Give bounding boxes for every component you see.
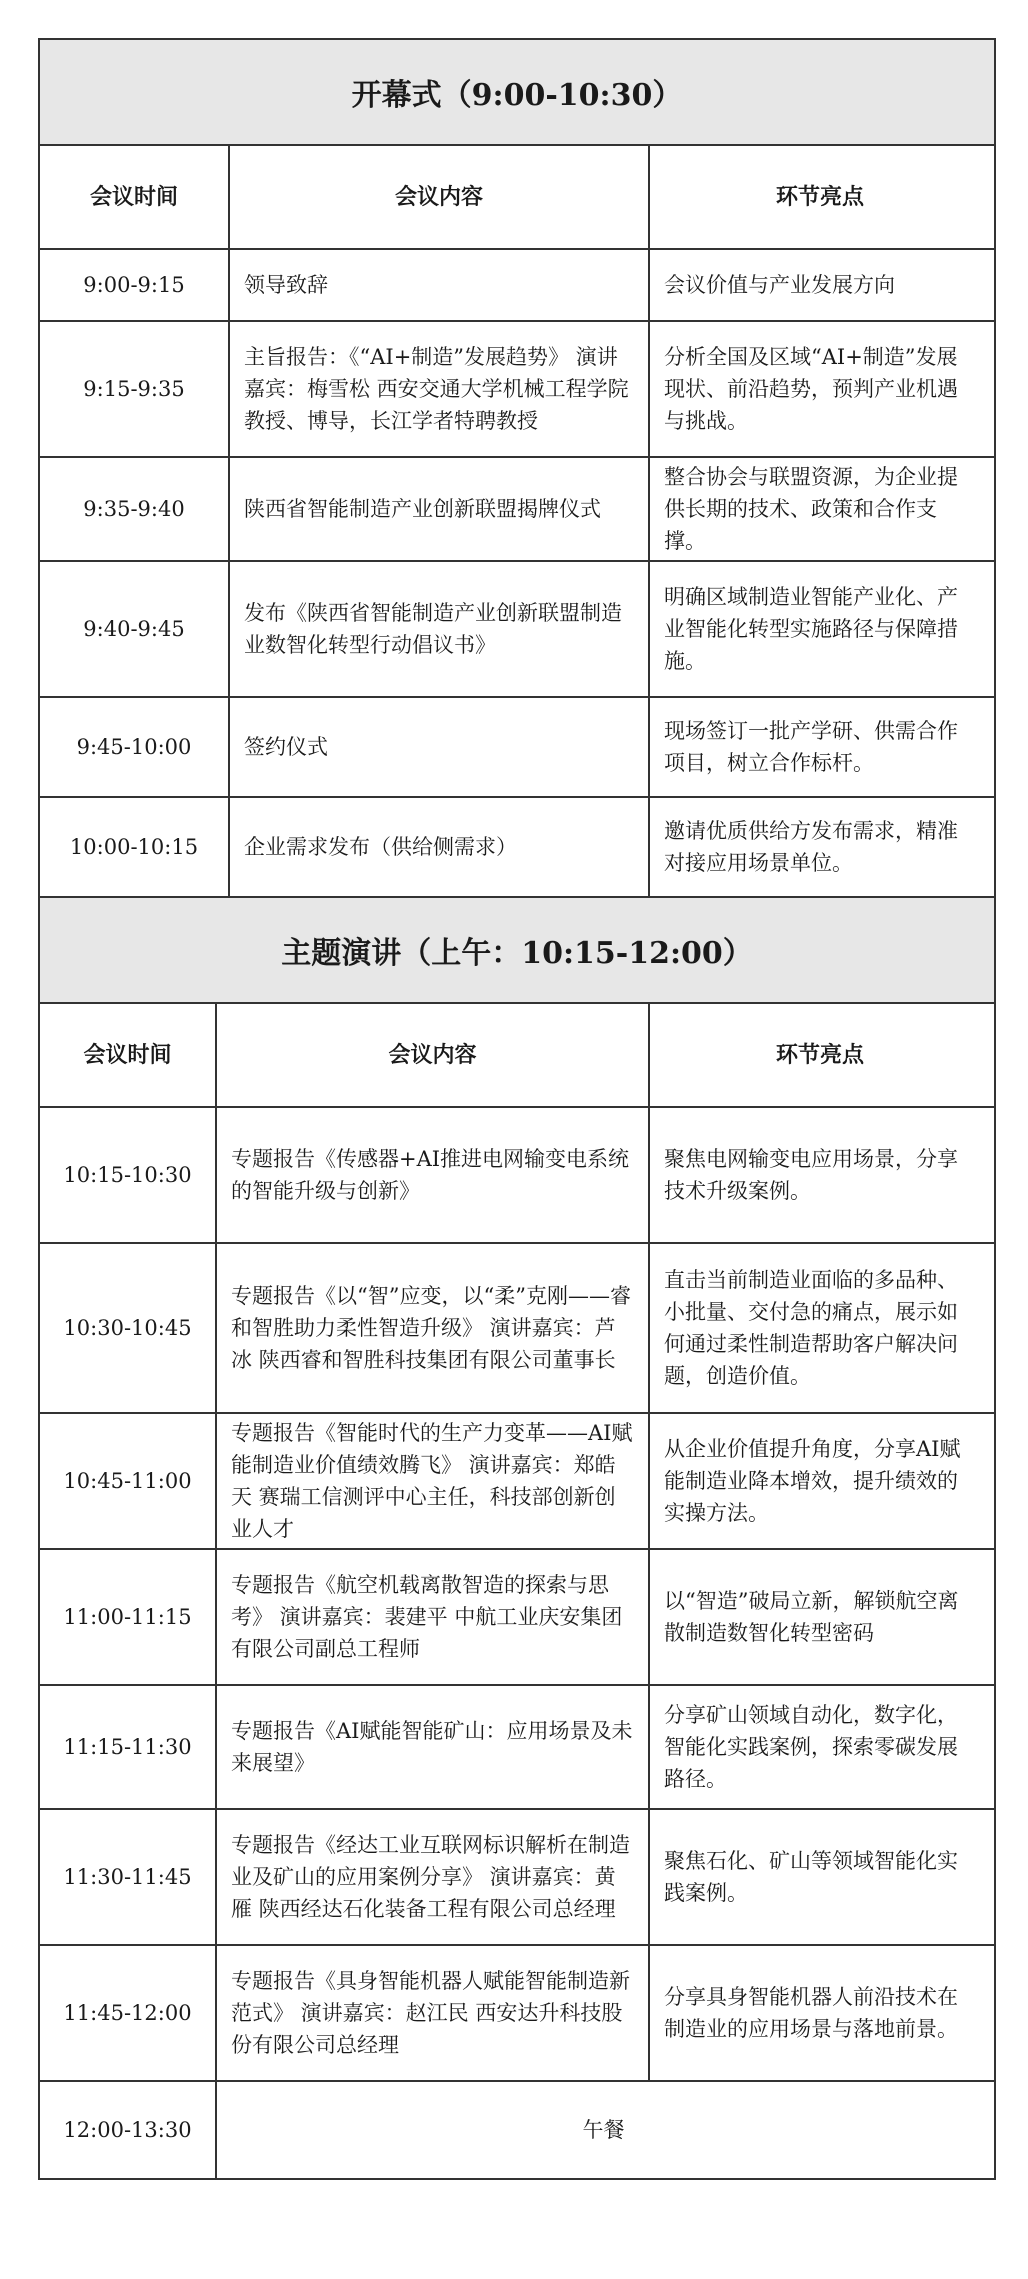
row-content: 专题报告《具身智能机器人赋能智能制造新范式》 演讲嘉宾：赵江民 西安达升科技股份有限公司总经理 — [217, 1946, 650, 2080]
table-row — [40, 798, 994, 898]
row-content: 专题报告《智能时代的生产力变革——AI赋能制造业价值绩效腾飞》 演讲嘉宾：郑皓天 赛瑞工信测评中心主任，科技部创新创业人才 — [217, 1414, 650, 1548]
table-row — [40, 322, 994, 458]
row-highlight: 从企业价值提升角度，分享AI赋能制造业降本增效，提升绩效的实操方法。 — [664, 1437, 961, 1525]
header-time: 会议时间 — [40, 1004, 217, 1106]
table-row — [40, 1244, 994, 1414]
table-row — [40, 562, 994, 698]
row-content: 陕西省智能制造产业创新联盟揭牌仪式 — [230, 458, 650, 560]
row-content: 发布《陕西省智能制造产业创新联盟制造业数智化转型行动倡议书》 — [230, 562, 650, 696]
row-time: 11:45-12:00 — [40, 1946, 217, 2080]
row-content: 领导致辞 — [230, 250, 650, 320]
row-content: 专题报告《以“智”应变，以“柔”克刚——睿和智胜助力柔性智造升级》 演讲嘉宾：芦 冰 陕西睿和智胜科技集团有限公司董事长 — [217, 1244, 650, 1412]
table-row — [40, 1550, 994, 1686]
row-highlight: 聚焦电网输变电应用场景，分享技术升级案例。 — [664, 1147, 958, 1203]
header-row — [40, 1004, 994, 1108]
table-row — [40, 1686, 994, 1810]
row-content: 专题报告《航空机载离散智造的探索与思考》 演讲嘉宾：裴建平 中航工业庆安集团有限公司副总工程师 — [217, 1550, 650, 1684]
row-time: 11:00-11:15 — [40, 1550, 217, 1684]
row-time: 10:00-10:15 — [40, 798, 230, 896]
header-highlight: 环节亮点 — [775, 184, 864, 210]
section-title-opening: 开幕式（9:00-10:30） — [40, 40, 994, 146]
table-row — [40, 1108, 994, 1244]
row-highlight: 分享具身智能机器人前沿技术在制造业的应用场景与落地前景。 — [664, 1985, 958, 2041]
row-highlight: 以“智造”破局立新，解锁航空离散制造数智化转型密码 — [664, 1589, 959, 1645]
table-row — [40, 1810, 994, 1946]
row-content: 主旨报告：《“AI+制造”发展趋势》 演讲嘉宾：梅雪松 西安交通大学机械工程学院教授、博导，长江学者特聘教授 — [230, 322, 650, 456]
row-highlight: 分析全国及区域“AI+制造”发展现状、前沿趋势，预判产业机遇与挑战。 — [664, 345, 958, 433]
header-time: 会议时间 — [40, 146, 230, 248]
row-highlight: 明确区域制造业智能产业化、产业智能化转型实施路径与保障措施。 — [664, 585, 958, 673]
row-time: 9:15-9:35 — [40, 322, 230, 456]
row-time: 11:30-11:45 — [40, 1810, 217, 1944]
row-content: 企业需求发布（供给侧需求） — [230, 798, 650, 896]
section-title-keynote: 主题演讲（上午：10:15-12:00） — [40, 898, 994, 1004]
row-time: 10:45-11:00 — [40, 1414, 217, 1548]
row-highlight: 邀请优质供给方发布需求，精准对接应用场景单位。 — [664, 819, 958, 875]
row-highlight: 现场签订一批产学研、供需合作项目，树立合作标杆。 — [664, 719, 958, 775]
table-row-lunch — [40, 2082, 994, 2180]
table-row — [40, 250, 994, 322]
row-content: 专题报告《传感器+AI推进电网输变电系统的智能升级与创新》 — [217, 1108, 650, 1242]
row-time: 9:45-10:00 — [40, 698, 230, 796]
row-time: 12:00-13:30 — [40, 2082, 217, 2178]
table-row — [40, 1414, 994, 1550]
row-content: 签约仪式 — [230, 698, 650, 796]
row-content: 专题报告《经达工业互联网标识解析在制造业及矿山的应用案例分享》 演讲嘉宾：黄 雁 陕西经达石化装备工程有限公司总经理 — [217, 1810, 650, 1944]
header-content: 会议内容 — [230, 146, 650, 248]
row-highlight: 聚焦石化、矿山等领域智能化实践案例。 — [664, 1849, 958, 1905]
table-row — [40, 1946, 994, 2082]
header-content: 会议内容 — [217, 1004, 650, 1106]
lunch-label: 午餐 — [582, 2118, 625, 2142]
table-row — [40, 458, 994, 562]
header-row — [40, 146, 994, 250]
agenda-table — [38, 38, 996, 2180]
row-time: 9:35-9:40 — [40, 458, 230, 560]
row-highlight: 会议价值与产业发展方向 — [664, 273, 895, 297]
row-highlight: 直击当前制造业面临的多品种、小批量、交付急的痛点，展示如何通过柔性制造帮助客户解决问题，创造价值。 — [664, 1268, 958, 1388]
row-content: 专题报告《AI赋能智能矿山：应用场景及未来展望》 — [217, 1686, 650, 1808]
row-time: 11:15-11:30 — [40, 1686, 217, 1808]
header-highlight: 环节亮点 — [775, 1042, 864, 1068]
row-time: 9:00-9:15 — [40, 250, 230, 320]
row-highlight: 整合协会与联盟资源，为企业提供长期的技术、政策和合作支撑。 — [664, 465, 958, 553]
row-time: 9:40-9:45 — [40, 562, 230, 696]
table-row — [40, 698, 994, 798]
row-highlight: 分享矿山领域自动化，数字化，智能化实践案例，探索零碳发展路径。 — [664, 1703, 958, 1791]
row-time: 10:15-10:30 — [40, 1108, 217, 1242]
row-time: 10:30-10:45 — [40, 1244, 217, 1412]
